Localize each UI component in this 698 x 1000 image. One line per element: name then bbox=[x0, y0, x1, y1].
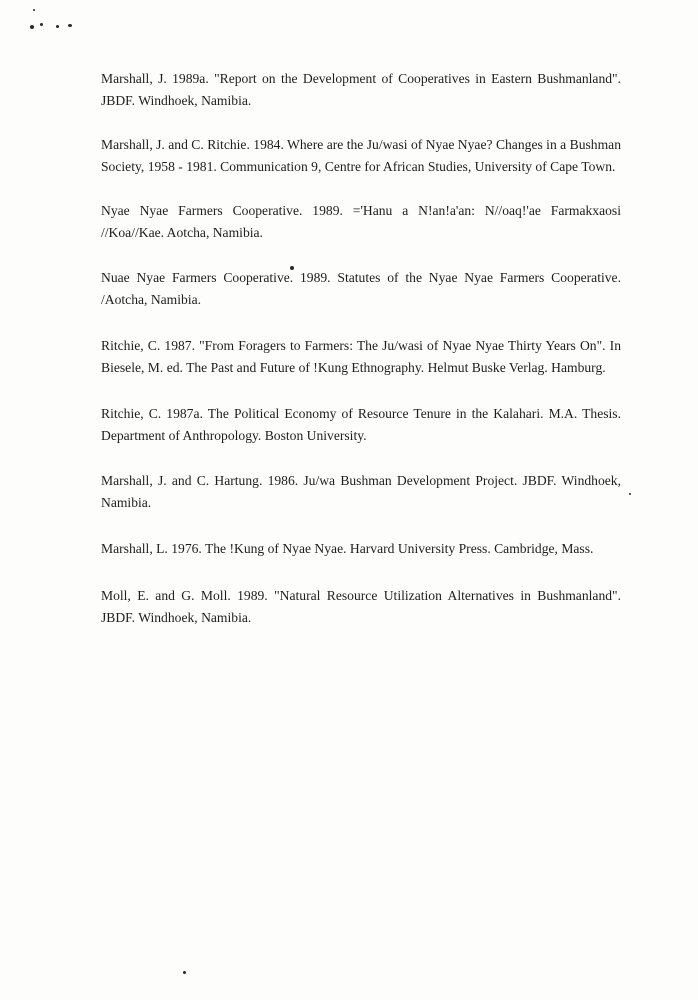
scan-speck bbox=[30, 25, 34, 29]
scan-speck bbox=[40, 23, 43, 26]
reference-entry: Nyae Nyae Farmers Cooperative. 1989. ='Hanu a N!an!a'an: N//oaq!'ae Farmakxaosi //Koa//Kae. Aotcha, Namibia. bbox=[101, 203, 621, 240]
reference-entry: Marshall, L. 1976. The !Kung of Nyae Nyae. Harvard University Press. Cambridge, Mass. bbox=[101, 541, 594, 556]
scan-speck bbox=[56, 25, 59, 28]
reference-entry: Marshall, J. and C. Ritchie. 1984. Where are the Ju/wasi of Nyae Nyae? Changes in a Bushman Society, 1958 - 1981. Communication 9, Centre for African Studies, University of Cape Town. bbox=[101, 137, 621, 174]
reference-entry: Ritchie, C. 1987. "From Foragers to Farmers: The Ju/wasi of Nyae Nyae Thirty Years On". In Biesele, M. ed. The Past and Future of !Kung Ethnography. Helmut Buske Verlag. Hamburg. bbox=[101, 338, 621, 375]
scan-speck bbox=[183, 971, 186, 974]
reference-entry: Moll, E. and G. Moll. 1989. "Natural Resource Utilization Alternatives in Bushmanland". JBDF. Windhoek, Namibia. bbox=[101, 588, 621, 625]
reference-entry: Nuae Nyae Farmers Cooperative. 1989. Statutes of the Nyae Nyae Farmers Cooperative. /Aotcha, Namibia. bbox=[101, 270, 621, 307]
scan-speck bbox=[33, 9, 35, 11]
reference-list bbox=[101, 68, 621, 629]
scan-speck bbox=[629, 493, 631, 495]
reference-entry: Ritchie, C. 1987a. The Political Economy of Resource Tenure in the Kalahari. M.A. Thesis. Department of Anthropology. Boston University. bbox=[101, 406, 621, 443]
reference-entry: Marshall, J. 1989a. "Report on the Development of Cooperatives in Eastern Bushmanland". JBDF. Windhoek, Namibia. bbox=[101, 71, 621, 108]
reference-entry: Marshall, J. and C. Hartung. 1986. Ju/wa Bushman Development Project. JBDF. Windhoek, Namibia. bbox=[101, 473, 621, 510]
scan-speck bbox=[68, 24, 72, 27]
